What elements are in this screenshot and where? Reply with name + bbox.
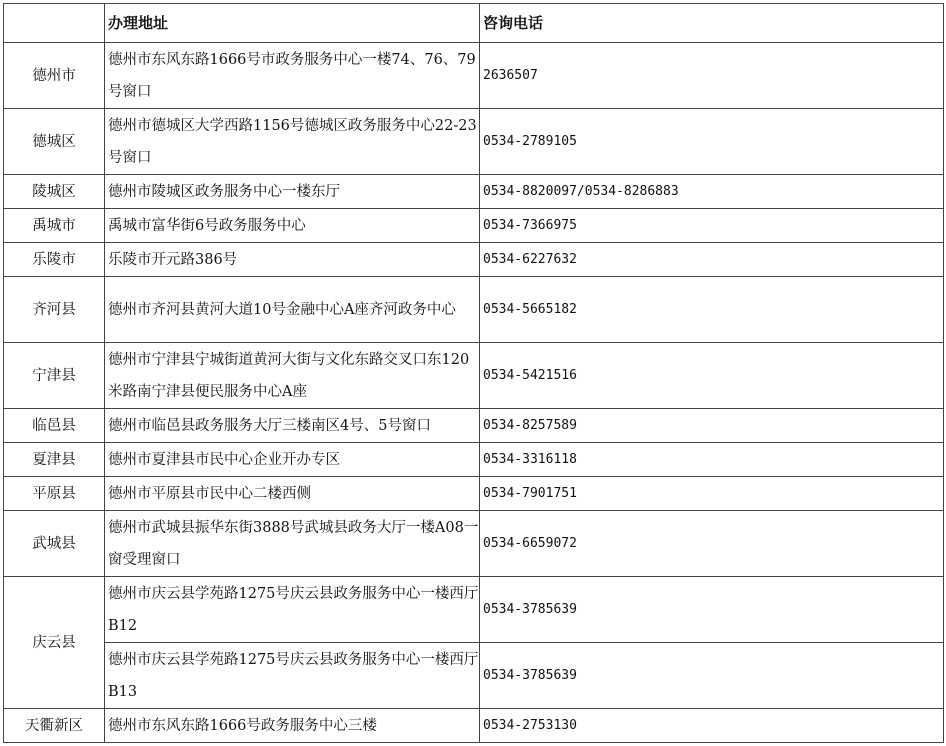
phone-cell: 0534-6659072	[480, 511, 944, 577]
table-row	[4, 175, 944, 209]
table-row	[4, 277, 944, 343]
table-row	[4, 109, 944, 175]
header-phone: 咨询电话	[480, 4, 944, 43]
address-cell: 德州市夏津县市民中心企业开办专区	[105, 443, 480, 477]
region-cell: 夏津县	[4, 443, 105, 477]
phone-cell: 0534-6227632	[480, 243, 944, 277]
phone-cell: 0534-3785639	[480, 643, 944, 709]
region-cell: 临邑县	[4, 409, 105, 443]
phone-cell: 0534-2753130	[480, 709, 944, 743]
address-cell: 德州市东风东路1666号市政务服务中心一楼74、76、79号窗口	[105, 43, 480, 109]
phone-cell: 0534-8820097/0534-8286883	[480, 175, 944, 209]
region-cell: 德州市	[4, 43, 105, 109]
region-cell: 禹城市	[4, 209, 105, 243]
table-row	[4, 443, 944, 477]
header-row	[4, 4, 944, 43]
region-cell: 乐陵市	[4, 243, 105, 277]
table-row	[4, 209, 944, 243]
phone-cell: 0534-2789105	[480, 109, 944, 175]
address-cell: 禹城市富华街6号政务服务中心	[105, 209, 480, 243]
table-row	[4, 643, 944, 709]
address-cell: 德州市庆云县学苑路1275号庆云县政务服务中心一楼西厅B12	[105, 577, 480, 643]
region-cell: 齐河县	[4, 277, 105, 343]
region-cell: 庆云县	[4, 577, 105, 709]
region-cell: 平原县	[4, 477, 105, 511]
address-cell: 德州市庆云县学苑路1275号庆云县政务服务中心一楼西厅B13	[105, 643, 480, 709]
address-cell: 德州市德城区大学西路1156号德城区政务服务中心22-23号窗口	[105, 109, 480, 175]
phone-cell: 0534-3316118	[480, 443, 944, 477]
table-row	[4, 409, 944, 443]
address-cell: 德州市临邑县政务服务大厅三楼南区4号、5号窗口	[105, 409, 480, 443]
region-cell: 陵城区	[4, 175, 105, 209]
phone-cell: 2636507	[480, 43, 944, 109]
address-cell: 德州市武城县振华东街3888号武城县政务大厅一楼A08一窗受理窗口	[105, 511, 480, 577]
service-address-table	[3, 3, 944, 743]
table-row	[4, 43, 944, 109]
address-cell: 德州市齐河县黄河大道10号金融中心A座齐河政务中心	[105, 277, 480, 343]
phone-cell: 0534-8257589	[480, 409, 944, 443]
table-row	[4, 343, 944, 409]
region-cell: 宁津县	[4, 343, 105, 409]
table-row	[4, 477, 944, 511]
phone-cell: 0534-3785639	[480, 577, 944, 643]
region-cell: 武城县	[4, 511, 105, 577]
address-cell: 乐陵市开元路386号	[105, 243, 480, 277]
table-row	[4, 577, 944, 643]
phone-cell: 0534-7901751	[480, 477, 944, 511]
table-row	[4, 511, 944, 577]
phone-cell: 0534-7366975	[480, 209, 944, 243]
address-cell: 德州市宁津县宁城街道黄河大街与文化东路交叉口东120米路南宁津县便民服务中心A座	[105, 343, 480, 409]
address-cell: 德州市陵城区政务服务中心一楼东厅	[105, 175, 480, 209]
table-row	[4, 243, 944, 277]
header-region	[4, 4, 105, 43]
region-cell: 天衢新区	[4, 709, 105, 743]
address-cell: 德州市东风东路1666号政务服务中心三楼	[105, 709, 480, 743]
region-cell: 德城区	[4, 109, 105, 175]
phone-cell: 0534-5421516	[480, 343, 944, 409]
table-row	[4, 709, 944, 743]
header-address: 办理地址	[105, 4, 480, 43]
phone-cell: 0534-5665182	[480, 277, 944, 343]
address-cell: 德州市平原县市民中心二楼西侧	[105, 477, 480, 511]
